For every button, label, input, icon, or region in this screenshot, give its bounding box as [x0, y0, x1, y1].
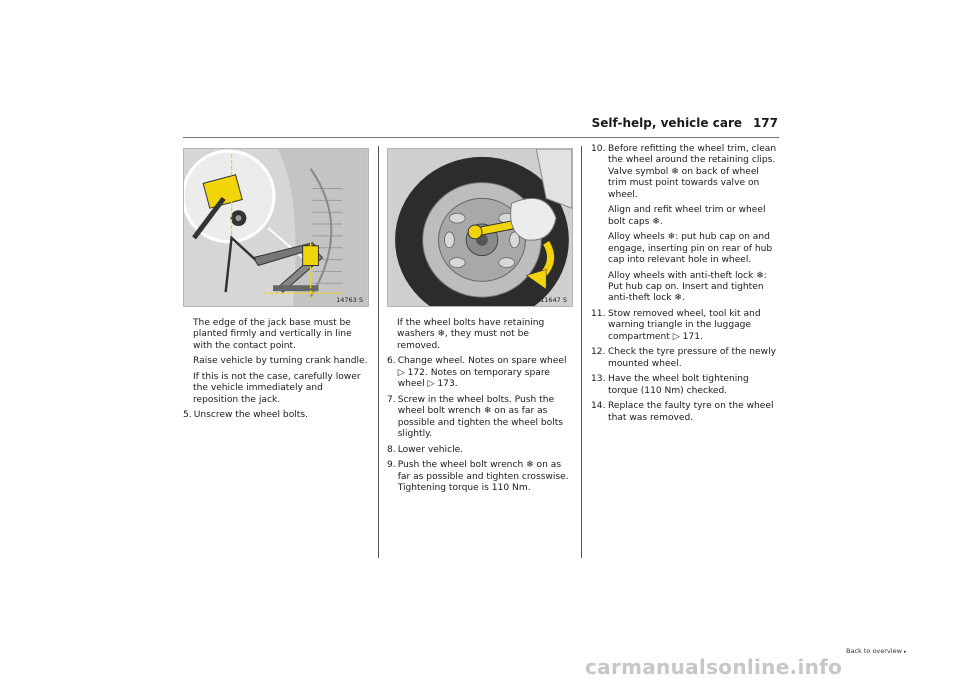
- list-text: [398, 395, 573, 441]
- list-item: [387, 395, 573, 441]
- text-run: Before refitting the wheel trim, clean the wheel around the retaining clips. Valve symbol: [608, 144, 777, 177]
- list-number: 6.: [387, 356, 396, 367]
- paragraph: [591, 232, 779, 266]
- list-item: [387, 356, 573, 390]
- text-run: on as far as possible and tighten the wheel bolts slightly.: [397, 406, 564, 440]
- paragraph: The edge of the jack base must be planted firmly and vertically in line with the contact point.: [193, 318, 352, 351]
- list-text: [398, 460, 573, 494]
- text-run: Align and refit wheel trim or wheel bolt caps: [608, 205, 766, 227]
- watermark: carmanualsonline.info: [585, 655, 843, 679]
- paragraph: [591, 205, 779, 228]
- back-to-overview-label: Back to overview: [846, 647, 902, 655]
- list-number: 14.: [591, 401, 606, 412]
- text-run: .: [659, 216, 663, 227]
- list-number: 9.: [387, 460, 396, 471]
- section-title: Self-help, vehicle care: [591, 116, 742, 130]
- column-separator-2: [581, 146, 582, 558]
- reference-star-icon: ❄: [483, 406, 492, 417]
- column-separator-1: [378, 146, 379, 558]
- text-run: Push the wheel bolt wrench: [397, 460, 527, 471]
- list-text: Stow removed wheel, tool kit and warning triangle in the luggage compartment ▷ 171.: [608, 309, 761, 342]
- jack-illustration: [183, 148, 369, 307]
- text-run: on back of wheel trim must point towards valve on wheel.: [608, 166, 760, 200]
- text-run: : put hub cap on and engage, inserting pin on rear of hub cap into relevant hole in wheel.: [608, 232, 773, 266]
- list-number: 12.: [591, 347, 606, 358]
- header-rule: [183, 137, 779, 138]
- paragraph: [591, 271, 779, 305]
- back-to-overview-link[interactable]: [846, 647, 907, 655]
- reference-star-icon: ❄: [652, 216, 660, 227]
- list-item: [591, 347, 779, 370]
- text-run: Alloy wheels with anti-theft lock: [608, 270, 757, 281]
- list-text: Have the wheel bolt tightening torque (110 Nm) checked.: [608, 374, 749, 396]
- list-number: 5.: [183, 410, 192, 421]
- page-header: [591, 116, 778, 134]
- text-run: , they must not be removed.: [397, 329, 529, 351]
- text-run: Screw in the wheel bolts. Push the wheel bolt wrench: [397, 394, 555, 417]
- text-column-3: [591, 144, 779, 428]
- list-item: [387, 445, 573, 456]
- list-text: Unscrew the wheel bolts.: [193, 410, 308, 421]
- list-number: 8.: [387, 444, 396, 455]
- reference-star-icon: ❄: [526, 460, 534, 471]
- text-run: on as far as possible and tighten crosswise. Tightening torque is 110 Nm.: [397, 460, 569, 494]
- list-item: [387, 460, 573, 494]
- list-number: 11.: [591, 309, 606, 320]
- reference-star-icon: ❄: [437, 329, 446, 340]
- figure-code: 14763 S: [336, 296, 363, 304]
- reference-star-icon: ❄: [671, 166, 679, 177]
- text-run: Alloy wheels: [608, 232, 668, 243]
- text-run: If the wheel bolts have retaining washers: [397, 318, 545, 340]
- list-number: 13.: [591, 374, 606, 385]
- list-text: Lower vehicle.: [397, 444, 464, 455]
- reference-star-icon: ❄: [756, 270, 764, 281]
- reference-star-icon: ❄: [667, 232, 676, 243]
- arrow-right-icon: ▸: [903, 649, 907, 655]
- list-item: [591, 401, 779, 424]
- list-item: [183, 410, 369, 421]
- wheel-drawing: [388, 149, 572, 306]
- list-number: 7.: [387, 394, 396, 405]
- text-column-2: [387, 318, 573, 499]
- figure-code: 11647 S: [540, 296, 567, 304]
- page-number: 177: [752, 116, 778, 130]
- list-text: Replace the faulty tyre on the wheel that was removed.: [608, 401, 774, 423]
- jack-drawing: [184, 149, 368, 306]
- list-number: 10.: [591, 144, 606, 154]
- reference-star-icon: ❄: [674, 293, 682, 304]
- list-text: [608, 144, 779, 201]
- paragraph: [387, 318, 573, 352]
- paragraph: Raise vehicle by turning crank handle.: [193, 356, 368, 367]
- text-run: .: [681, 293, 685, 304]
- list-item: [591, 144, 779, 201]
- text-run: : Put hub cap on. Insert and tighten anti-theft lock: [608, 270, 767, 304]
- text-column-1: [183, 318, 369, 426]
- paragraph: If this is not the case, carefully lower the vehicle immediately and reposition the jack.: [193, 372, 361, 405]
- list-text: Change wheel. Notes on spare wheel ▷ 172. Notes on temporary spare wheel ▷ 173.: [397, 356, 567, 390]
- list-text: Check the tyre pressure of the newly mounted wheel.: [608, 347, 776, 369]
- wheel-illustration: [387, 148, 573, 307]
- list-item: [591, 309, 779, 343]
- list-item: [591, 374, 779, 397]
